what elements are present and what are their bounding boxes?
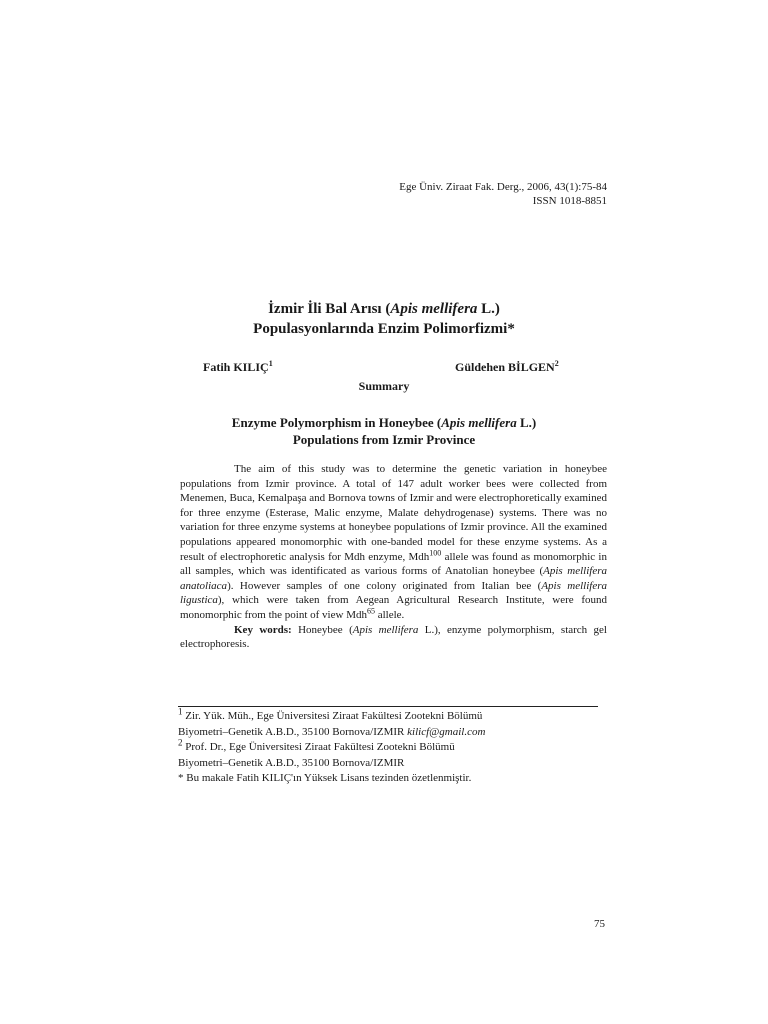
author-1-affiliation-mark: 1 [268, 359, 273, 368]
footnote-1-address: Biyometri–Genetik A.B.D., 35100 Bornova/IZMIR kilicf@gmail.com [178, 725, 486, 738]
footnote-star: * Bu makale Fatih KILIÇ'ın Yüksek Lisans tezinden özetlenmiştir. [178, 772, 472, 784]
keywords: Key words: Honeybee (Apis mellifera L.), enzyme polymorphism, starch gel electrophoresis. [180, 623, 607, 651]
footnotes [178, 706, 618, 787]
article-title [0, 299, 768, 339]
footnote-divider [178, 706, 598, 707]
page-number: 75 [594, 918, 605, 930]
abstract-text: The aim of this study was to determine the genetic variation in honeybee populations from Izmir province. A total of 147 adult worker bees were collected from Menemen, Buca, Kemalpaşa and Bornova towns of Izmir and were electrophoretically examined for three enzyme (Esterase, Malic enzyme, Malate dehydrogenase) systems. There was no variation for three enzyme systems at honeybee populations of Izmir province. All the examined populations appeared monomorphic with one-banded model for these enzyme systems. As a result of electrophoretic analysis for Mdh enzyme, Mdh$^{100}$ allele was found as monomorphic in all samples, which was identificated as various forms of Anatolian honeybee (Apis mellifera anatoliaca). However samples of one colony originated from Italian bee (Apis mellifera ligustica), which were taken from Aegean Agricultural Research Institute, were found monomorphic from the point of view Mdh$^{65}$ allele. [180, 463, 607, 621]
title-line-1: İzmir İli Bal Arısı (Apis mellifera L.) [268, 301, 500, 317]
english-title [0, 414, 768, 448]
journal-header [399, 180, 607, 208]
author-1: Fatih KILIÇ$^1$ [203, 359, 273, 374]
footnote-2-address: Biyometri–Genetik A.B.D., 35100 Bornova/IZMIR [178, 756, 405, 769]
author-2: Güldehen BİLGEN$^2$ [455, 359, 559, 374]
author-2-affiliation-mark: 2 [554, 359, 559, 368]
journal-issn: ISSN 1018-8851 [532, 195, 607, 207]
author-email: kilicf@gmail.com [407, 725, 486, 738]
title-line-2: Populasyonlarında Enzim Polimorfizmi* [253, 321, 515, 337]
species-name: Apis mellifera [390, 301, 478, 317]
footnote-1: $^1$ Zir. Yük. Müh., Ege Üniversitesi Ziraat Fakültesi Zootekni Bölümü [178, 706, 483, 722]
journal-citation: Ege Üniv. Ziraat Fak. Derg., 2006, 43(1):75-84 [399, 181, 607, 193]
keywords-label: Key words: [234, 623, 292, 636]
summary-heading: Summary [358, 379, 410, 393]
abstract [180, 462, 607, 652]
footnote-2: $^2$ Prof. Dr., Ege Üniversitesi Ziraat Fakültesi Zootekni Bölümü [178, 737, 455, 753]
english-title-line-2: Populations from Izmir Province [292, 432, 476, 447]
english-title-line-1: Enzyme Polymorphism in Honeybee (Apis mellifera L.) [231, 415, 537, 430]
